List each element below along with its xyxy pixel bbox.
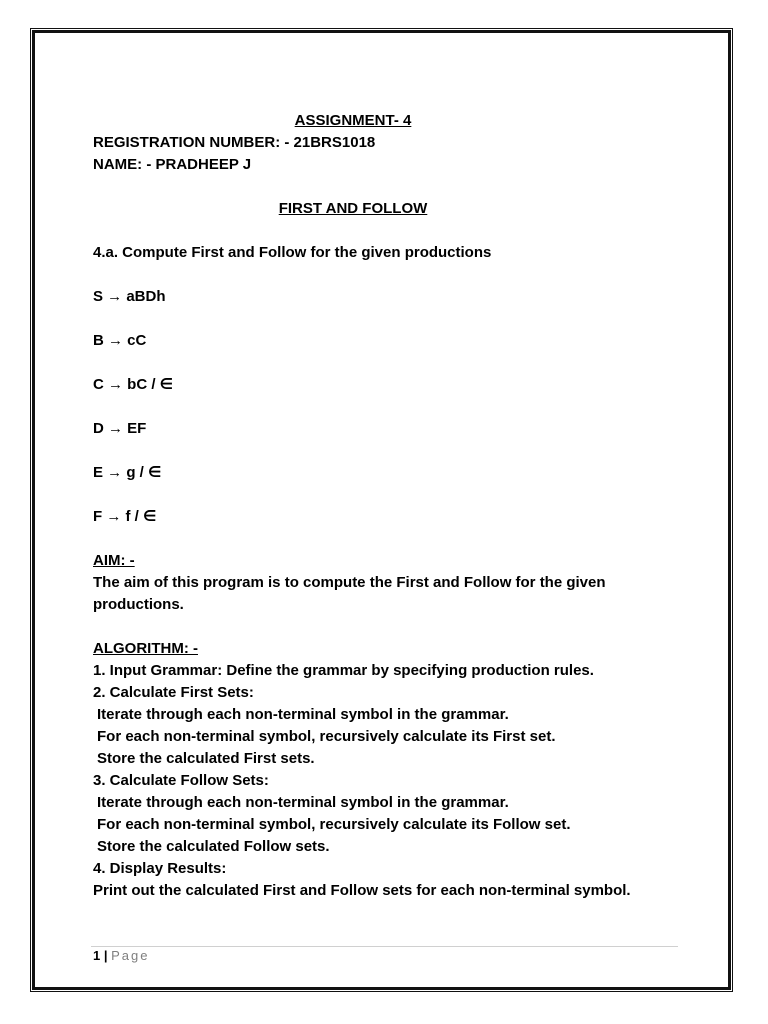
student-name: NAME: - PRADHEEP J — [93, 156, 252, 173]
algorithm-heading: ALGORITHM: - — [93, 640, 198, 657]
algorithm-step: 2. Calculate First Sets: — [93, 684, 254, 701]
assignment-title: ASSIGNMENT- 4 — [294, 112, 412, 129]
aim-line: The aim of this program is to compute the First and Follow for the given — [93, 574, 606, 591]
algorithm-step: Print out the calculated First and Follow sets for each non-terminal symbol. — [93, 882, 631, 899]
algorithm-substep: Iterate through each non-terminal symbol in the grammar. — [97, 794, 509, 811]
production-rule: B → cC — [93, 332, 147, 349]
question-text: 4.a. Compute First and Follow for the given productions — [93, 244, 492, 261]
algorithm-step: 1. Input Grammar: Define the grammar by specifying production rules. — [93, 662, 594, 679]
page-footer — [93, 948, 150, 964]
algorithm-substep: Store the calculated Follow sets. — [97, 838, 330, 855]
footer-divider — [91, 946, 678, 947]
production-rule: C → bC / ∈ — [93, 376, 174, 393]
footer-separator: | — [103, 948, 108, 963]
registration-number: REGISTRATION NUMBER: - 21BRS1018 — [93, 134, 376, 151]
production-rule: D → EF — [93, 420, 147, 437]
page-number: 1 — [93, 948, 101, 963]
production-rule: E → g / ∈ — [93, 464, 162, 481]
aim-heading: AIM: - — [93, 552, 135, 569]
section-subtitle: FIRST AND FOLLOW — [278, 200, 428, 217]
algorithm-step: 4. Display Results: — [93, 860, 227, 877]
algorithm-substep: Store the calculated First sets. — [97, 750, 315, 767]
production-rule: F → f / ∈ — [93, 508, 157, 525]
page-label: Page — [111, 948, 150, 963]
algorithm-substep: For each non-terminal symbol, recursively calculate its Follow set. — [97, 816, 571, 833]
aim-line: productions. — [93, 596, 184, 613]
document-body — [93, 110, 693, 902]
production-rule: S → aBDh — [93, 288, 166, 305]
algorithm-substep: For each non-terminal symbol, recursively calculate its First set. — [97, 728, 556, 745]
algorithm-step: 3. Calculate Follow Sets: — [93, 772, 269, 789]
algorithm-substep: Iterate through each non-terminal symbol in the grammar. — [97, 706, 509, 723]
